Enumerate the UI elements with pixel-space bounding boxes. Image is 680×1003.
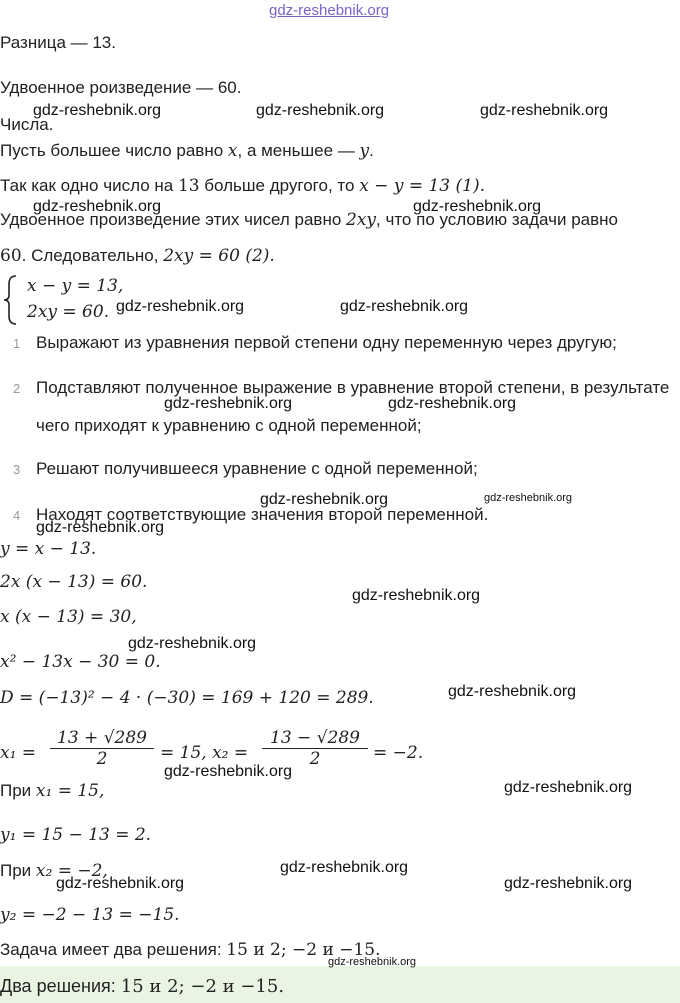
root-x1-fraction: $\frac{13 + √289}{2}$ [50, 728, 154, 769]
watermark: gdz-reshebnik.org [256, 102, 385, 119]
watermark: gdz-reshebnik.org [128, 635, 257, 652]
difference-line: Разница — 13. [0, 33, 116, 52]
at-x1-line: При x₁ = 15, [0, 781, 105, 801]
watermark: gdz-reshebnik.org [504, 779, 633, 796]
watermark: gdz-reshebnik.org [480, 102, 609, 119]
root-x1-value: = 15, x₂ = [160, 743, 249, 763]
watermark: gdz-reshebnik.org [33, 198, 162, 215]
watermark: gdz-reshebnik.org [504, 875, 633, 892]
eq-simplified: x (x − 13) = 30, [0, 607, 137, 627]
watermark: gdz-reshebnik.org [413, 198, 542, 215]
step-2: 2 Подставляют полученное выражение в уравнение второй степени, в результате чего приходят к уравнению с одной переменной; [13, 378, 670, 435]
watermark: gdz-reshebnik.org [36, 519, 165, 536]
two-solutions-line: Задача имеет два решения: 15 и 2; −2 и −15. [0, 940, 381, 960]
root-x1-label: x₁ = [0, 743, 37, 763]
system-brace [2, 274, 20, 331]
eq-y: y = x − 13. [0, 539, 97, 559]
watermark: gdz-reshebnik.org [33, 102, 162, 119]
watermark: gdz-reshebnik.org [164, 763, 293, 780]
watermark: gdz-reshebnik.org [328, 956, 417, 968]
eq-quadratic: x² − 13x − 30 = 0. [0, 652, 161, 672]
answer-box [0, 966, 680, 1003]
system-eq-1: x − y = 13, [27, 276, 124, 296]
watermark: gdz-reshebnik.org [280, 859, 409, 876]
brace-icon [2, 274, 20, 326]
watermark: gdz-reshebnik.org [388, 395, 517, 412]
watermark: gdz-reshebnik.org [164, 395, 293, 412]
eq-discriminant: D = (−13)² − 4 · (−30) = 169 + 120 = 289. [0, 688, 374, 708]
root-x2-value: = −2. [373, 743, 424, 763]
answer-text: Два решения: 15 и 2; −2 и −15. [0, 976, 285, 997]
product-line: Удвоенное роизведение — 60. [0, 78, 242, 97]
watermark: gdz-reshebnik.org [448, 683, 577, 700]
hence-line: 60. Следовательно, 2xy = 60 (2). [0, 246, 275, 266]
y2-line: y₂ = −2 − 13 = −15. [0, 905, 180, 925]
system-eq-2: 2xy = 60. [27, 302, 110, 322]
watermark: gdz-reshebnik.org [56, 875, 185, 892]
numbers-heading: Числа. [0, 115, 54, 134]
let-line: Пусть большее число равно x, а меньшее — y. [0, 141, 374, 161]
doubled-line: Удвоенное произведение этих чисел равно 2xy, что по условию задачи равно [0, 210, 618, 230]
watermark: gdz-reshebnik.org [352, 587, 481, 604]
eq-substitute: 2x (x − 13) = 60. [0, 572, 148, 592]
watermark: gdz-reshebnik.org [116, 298, 245, 315]
y1-line: y₁ = 15 − 13 = 2. [0, 825, 152, 845]
watermark: gdz-reshebnik.org [484, 492, 573, 504]
root-x2-fraction: $\frac{13 - √289}{2}$ [262, 728, 368, 769]
since-line: Так как одно число на 13 больше другого, то x − y = 13 (1). [0, 176, 486, 196]
at-x2-line: При x₂ = −2, [0, 861, 108, 881]
watermark: gdz-reshebnik.org [340, 298, 469, 315]
watermark-link[interactable]: gdz-reshebnik.org [269, 2, 390, 19]
watermark: gdz-reshebnik.org [260, 491, 389, 508]
